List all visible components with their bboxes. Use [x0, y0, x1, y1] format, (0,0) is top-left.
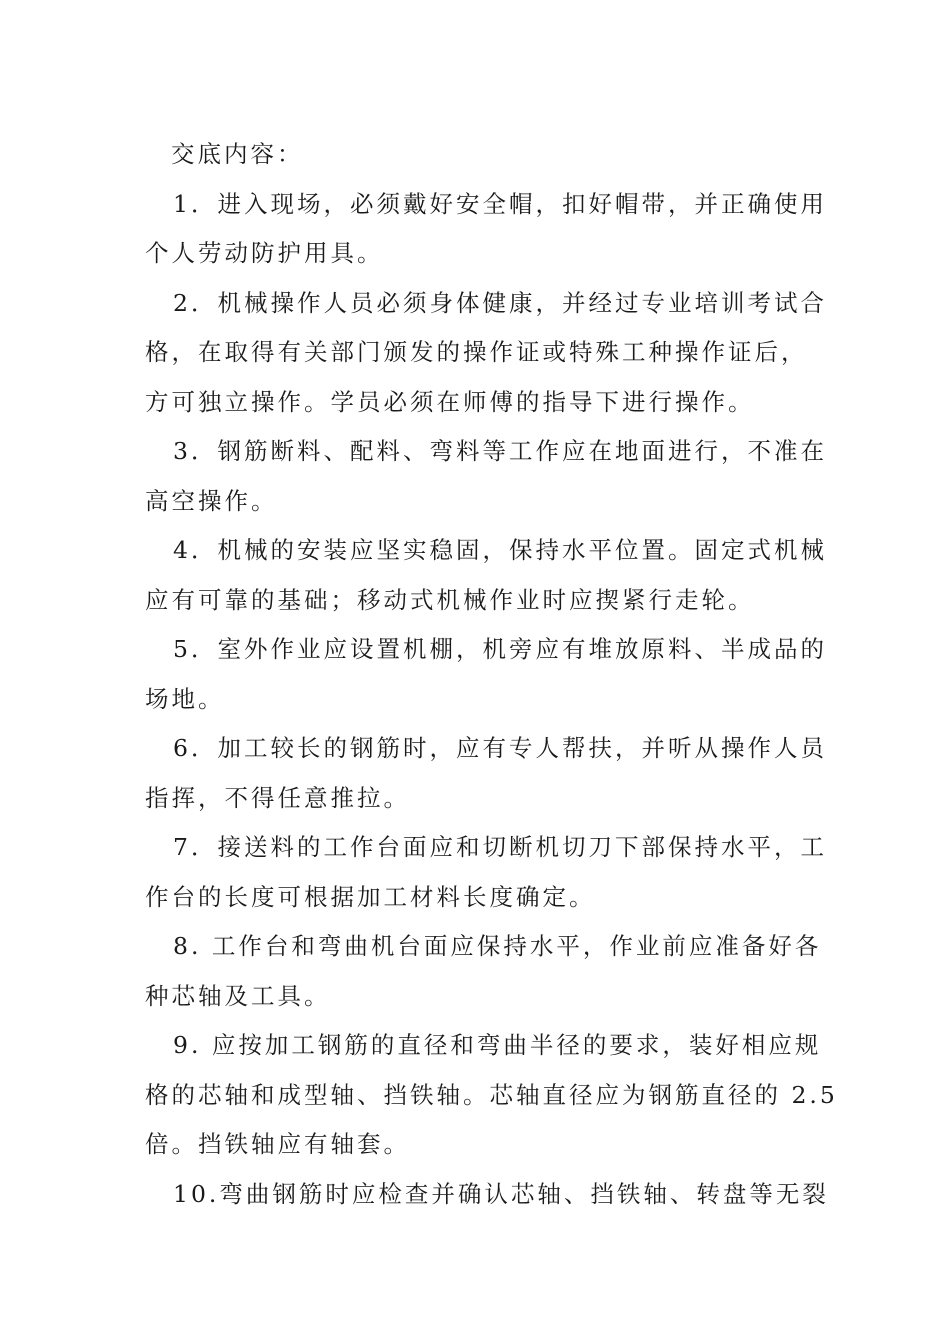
item-line: 5．室外作业应设置机棚，机旁应有堆放原料、半成品的 [173, 635, 827, 663]
list-item [145, 922, 822, 1021]
list-item [145, 1170, 829, 1220]
item-line: 3．钢筋断料、配料、弯料等工作应在地面进行，不准在 [173, 437, 827, 465]
item-line: 倍。挡铁轴应有轴套。 [145, 1130, 410, 1158]
item-line: 1．进入现场，必须戴好安全帽，扣好帽带，并正确使用 [173, 189, 827, 218]
list-item [145, 1021, 838, 1170]
list-item [145, 180, 827, 279]
item-line: 方可独立操作。学员必须在师傅的指导下进行操作。 [145, 387, 755, 416]
item-line: 9. 应按加工钢筋的直径和弯曲半径的要求，装好相应规 [173, 1031, 822, 1059]
item-line: 高空操作。 [145, 486, 278, 515]
item-line: 8. 工作台和弯曲机台面应保持水平，作业前应准备好各 [173, 932, 822, 960]
item-line: 格的芯轴和成型轴、挡铁轴。芯轴直径应为钢筋直径的 2.5 [145, 1080, 838, 1109]
list-item [145, 427, 827, 526]
item-line: 10.弯曲钢筋时应检查并确认芯轴、挡铁轴、转盘等无裂 [173, 1179, 829, 1208]
item-line: 4．机械的安装应坚实稳固，保持水平位置。固定式机械 [173, 536, 827, 564]
item-line: 作台的长度可根据加工材料长度确定。 [145, 882, 596, 911]
item-line: 场地。 [145, 684, 225, 713]
item-line: 种芯轴及工具。 [145, 981, 331, 1010]
item-line: 2．机械操作人员必须身体健康，并经过专业培训考试合 [173, 288, 827, 317]
item-list [145, 180, 838, 1220]
item-line: 指挥，不得任意推拉。 [145, 783, 410, 812]
list-item [145, 823, 827, 922]
item-line: 格，在取得有关部门颁发的操作证或特殊工种操作证后， [145, 338, 808, 366]
item-line: 6．加工较长的钢筋时，应有专人帮扶，并听从操作人员 [173, 734, 827, 762]
list-item [145, 724, 827, 823]
item-line: 7．接送料的工作台面应和切断机切刀下部保持水平，工 [173, 833, 827, 861]
list-item [145, 625, 827, 724]
section-heading [145, 130, 813, 180]
item-line: 应有可靠的基础；移动式机械作业时应揳紧行走轮。 [145, 585, 755, 614]
heading-text: 交底内容： [171, 140, 304, 168]
list-item [145, 279, 827, 428]
item-line: 个人劳动防护用具。 [145, 239, 384, 267]
list-item [145, 526, 827, 625]
document-body [145, 130, 838, 1219]
